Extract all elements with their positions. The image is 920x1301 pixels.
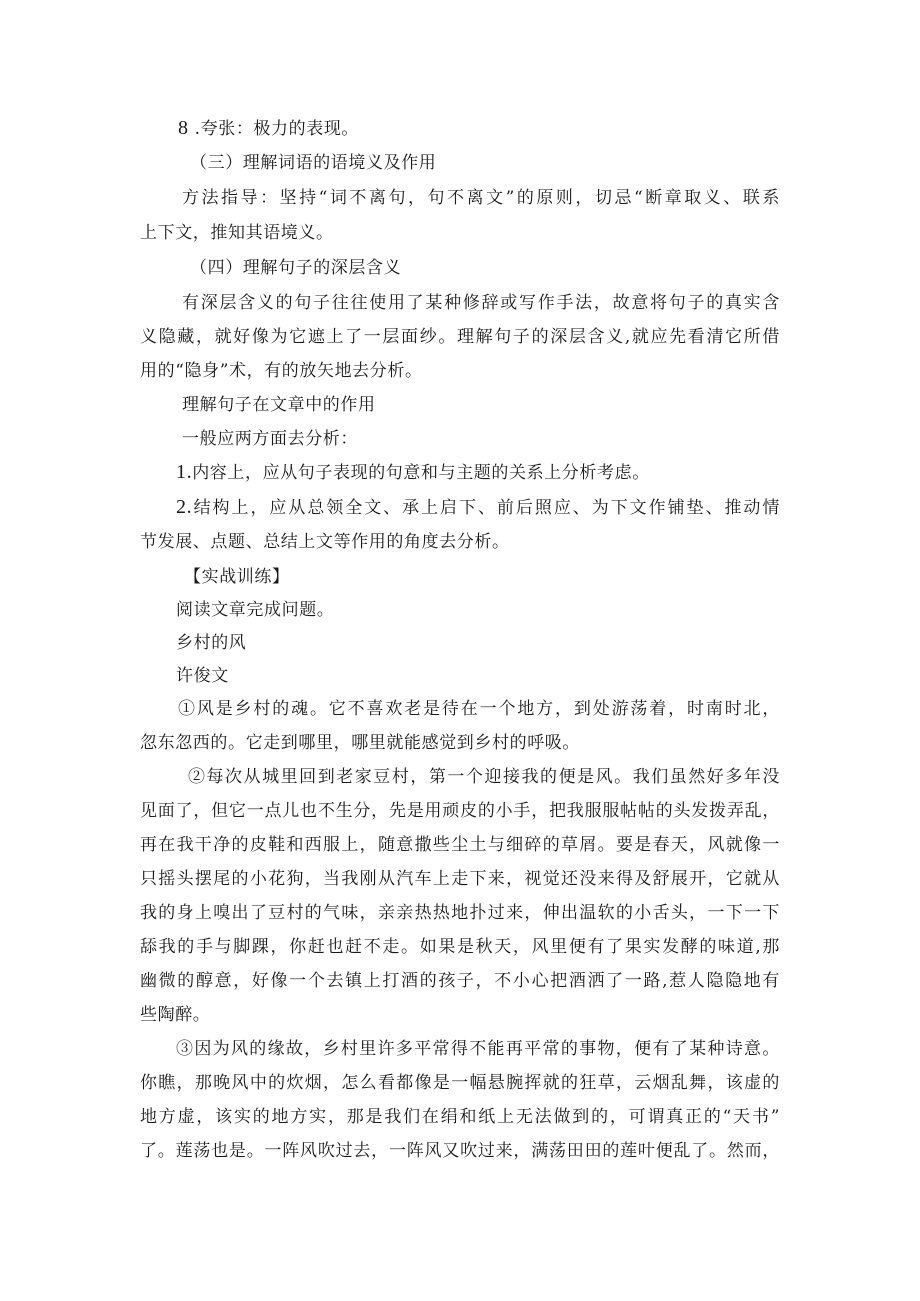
para-2-line-4: 只摇头摆尾的小花狗，当我刚从汽车上走下来，视觉还没来得及舒展开，它就从 bbox=[140, 869, 780, 889]
heading-3: （三）理解词语的语境义及作用 bbox=[190, 153, 437, 173]
point-2-line-2: 节发展、点题、总结上文等作用的角度去分析。 bbox=[140, 532, 510, 552]
para-2-line-3: 再在我干净的皮鞋和西服上，随意撒些尘土与细碎的草屑。要是春天，风就像一 bbox=[140, 835, 780, 855]
para-2-line-8: 些陶醉。 bbox=[140, 1005, 211, 1025]
point-1-number: 1. bbox=[176, 461, 193, 483]
deep-line-2: 义隐藏，就好像为它遮上了一层面纱。理解句子的深层含义,就应先看清它所借 bbox=[140, 327, 780, 347]
method-line-1: 方法指导：坚持“词不离句，句不离文”的原则，切忌“断章取义、联系 bbox=[182, 188, 780, 208]
para-3-line-3: 地方虚，该实的地方实，那是我们在绢和纸上无法做到的，可谓真正的“天书” bbox=[140, 1107, 780, 1127]
deep-line-3: 用的“隐身”术，有的放矢地去分析。 bbox=[140, 361, 423, 381]
para-3-line-4: 了。莲荡也是。一阵风吹过去，一阵风又吹过来，满荡田田的莲叶便乱了。然而， bbox=[140, 1141, 780, 1161]
para-2-line-1: ②每次从城里回到老家豆村，第一个迎接我的便是风。我们虽然好多年没 bbox=[188, 767, 780, 787]
practice-heading: 【实战训练】 bbox=[184, 567, 290, 587]
point-2-number: 2. bbox=[176, 496, 193, 518]
para-1-line-2: 忽东忽西的。它走到哪里，哪里就能感觉到乡村的呼吸。 bbox=[140, 733, 580, 753]
para-2-line-6: 舔我的手与脚踝，你赶也赶不走。如果是秋天，风里便有了果实发酵的味道,那 bbox=[140, 937, 780, 957]
method-line-2: 上下文，推知其语境义。 bbox=[140, 223, 334, 243]
para-2-line-2: 见面了，但它一点儿也不生分，先是用顽皮的小手，把我服服帖帖的头发拨弄乱， bbox=[140, 801, 780, 821]
general-line: 一般应两方面去分析： bbox=[182, 429, 358, 449]
article-title: 乡村的风 bbox=[176, 633, 247, 653]
article-author: 许俊文 bbox=[176, 666, 229, 686]
item-8-text: .夸张：极力的表现。 bbox=[188, 119, 360, 139]
para-3-line-2: 你瞧，那晚风中的炊烟，怎么看都像是一幅悬腕挥就的狂草，云烟乱舞，该虚的 bbox=[140, 1073, 780, 1093]
deep-line-1: 有深层含义的句子往往使用了某种修辞或写作手法，故意将句子的真实含 bbox=[182, 293, 780, 313]
heading-4: （四）理解句子的深层含义 bbox=[190, 258, 402, 278]
para-2-line-5: 我的身上嗅出了豆村的气味，亲亲热热地扑过来，伸出温软的小舌头，一下一下 bbox=[140, 903, 780, 923]
para-2-line-7: 幽微的醇意，好像一个去镇上打酒的孩子，不小心把酒洒了一路,惹人隐隐地有 bbox=[140, 971, 780, 991]
point-2-line-1 bbox=[176, 495, 780, 520]
read-instruction: 阅读文章完成问题。 bbox=[176, 600, 335, 620]
item-8 bbox=[178, 116, 780, 141]
role-title: 理解句子在文章中的作用 bbox=[182, 395, 376, 415]
para-3-line-1: ③因为风的缘故，乡村里许多平常得不能再平常的事物，便有了某种诗意。 bbox=[176, 1039, 780, 1059]
item-8-number: 8 bbox=[178, 117, 189, 139]
point-2-text: 结构上，应从总领全文、承上启下、前后照应、为下文作铺垫、推动情 bbox=[192, 498, 780, 518]
point-1-text: 内容上，应从句子表现的句意和与主题的关系上分析考虑。 bbox=[192, 463, 650, 483]
para-1-line-1: ①风是乡村的魂。它不喜欢老是待在一个地方，到处游荡着，时南时北， bbox=[178, 699, 780, 719]
point-1 bbox=[176, 460, 780, 485]
